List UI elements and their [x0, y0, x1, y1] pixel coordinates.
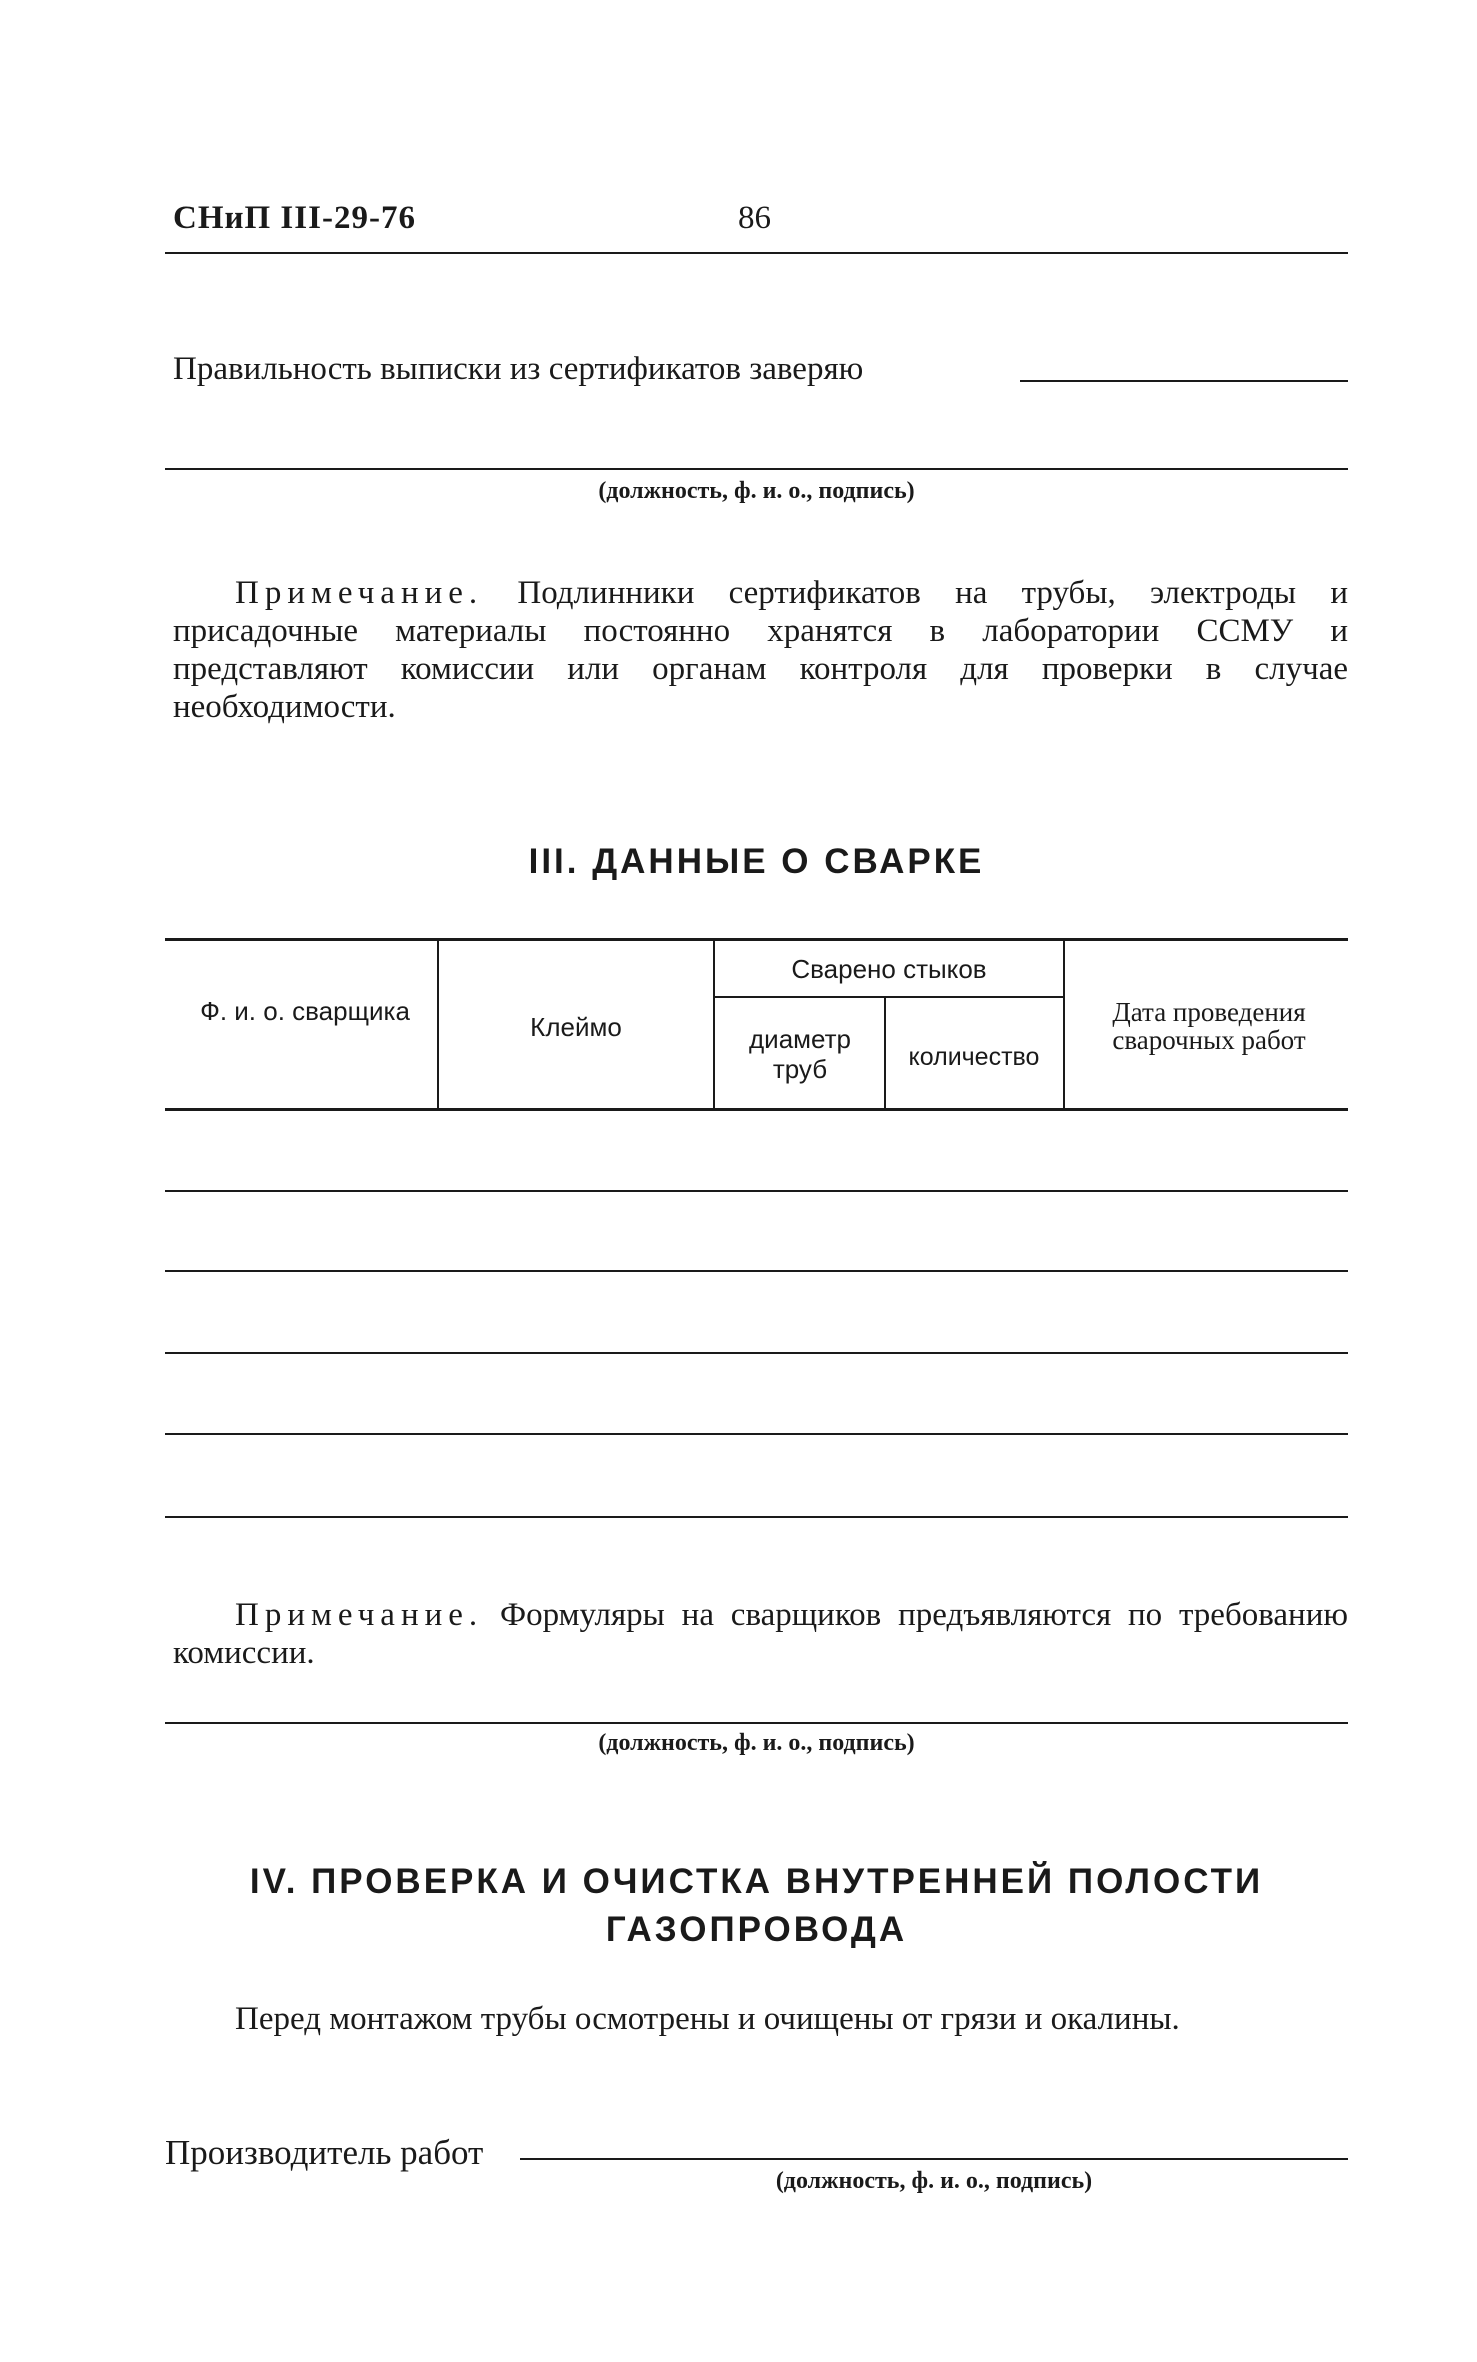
column-header-pipe-diameter: диаметр труб [749, 1024, 851, 1084]
section-4-title [165, 1858, 1348, 1954]
page-number: 86 [738, 200, 771, 236]
table-row[interactable] [165, 1433, 1348, 1435]
note-welders-signature-line[interactable] [165, 1722, 1348, 1724]
foreman-caption: (должность, ф. и. о., подпись) [775, 2168, 1093, 2194]
column-header-quantity: количество [908, 1043, 1040, 1071]
table-subheader-rule [713, 996, 1063, 998]
certification-statement: Правильность выписки из сертификатов заверяю [173, 351, 864, 387]
column-header-date: Дата проведения сварочных работ [1112, 997, 1306, 1055]
foreman-signature-line[interactable] [520, 2158, 1348, 2160]
note-certificates [173, 574, 1348, 726]
foreman-label: Производитель работ [165, 2133, 484, 2172]
note-welders [173, 1596, 1348, 1672]
certification-full-line[interactable] [165, 468, 1348, 470]
note-label: Примечание. [235, 575, 484, 611]
inspection-statement: Перед монтажом трубы осмотрены и очищены от грязи и окалины. [235, 2001, 1180, 2037]
section-3-title: III. ДАННЫЕ О СВАРКЕ [528, 842, 985, 881]
note-label: Примечание. [235, 1597, 484, 1633]
document-code: СНиП III-29-76 [173, 200, 416, 236]
table-header-bottom-rule [165, 1108, 1348, 1111]
certification-caption: (должность, ф. и. о., подпись) [598, 478, 915, 504]
section-4-title-line1: IV. ПРОВЕРКА И ОЧИСТКА ВНУТРЕННЕЙ ПОЛОСТИ [249, 1862, 1264, 1901]
table-divider [1063, 938, 1065, 1108]
column-header-welded-joints: Сварено стыков [791, 954, 987, 984]
table-row[interactable] [165, 1352, 1348, 1354]
section-4-title-line2: ГАЗОПРОВОДА [605, 1910, 908, 1949]
table-top-rule [165, 938, 1348, 941]
column-header-stamp: Клеймо [530, 1012, 622, 1042]
header-rule [165, 252, 1348, 254]
note-text: Формуляры на сварщиков предъявляются по требованию комиссии. [173, 1597, 1349, 1671]
certification-signature-line[interactable] [1020, 380, 1348, 382]
note-welders-caption: (должность, ф. и. о., подпись) [598, 1730, 915, 1756]
table-row[interactable] [165, 1190, 1348, 1192]
table-row[interactable] [165, 1270, 1348, 1272]
note-text: Подлинники сертификатов на трубы, электроды и присадочные материалы постоянно хранятся в лаборатории ССМУ и представляют комиссии или органам контроля для проверки в случае необходимости. [173, 575, 1348, 725]
table-row[interactable] [165, 1516, 1348, 1518]
column-header-welder: Ф. и. о. сварщика [200, 996, 410, 1026]
